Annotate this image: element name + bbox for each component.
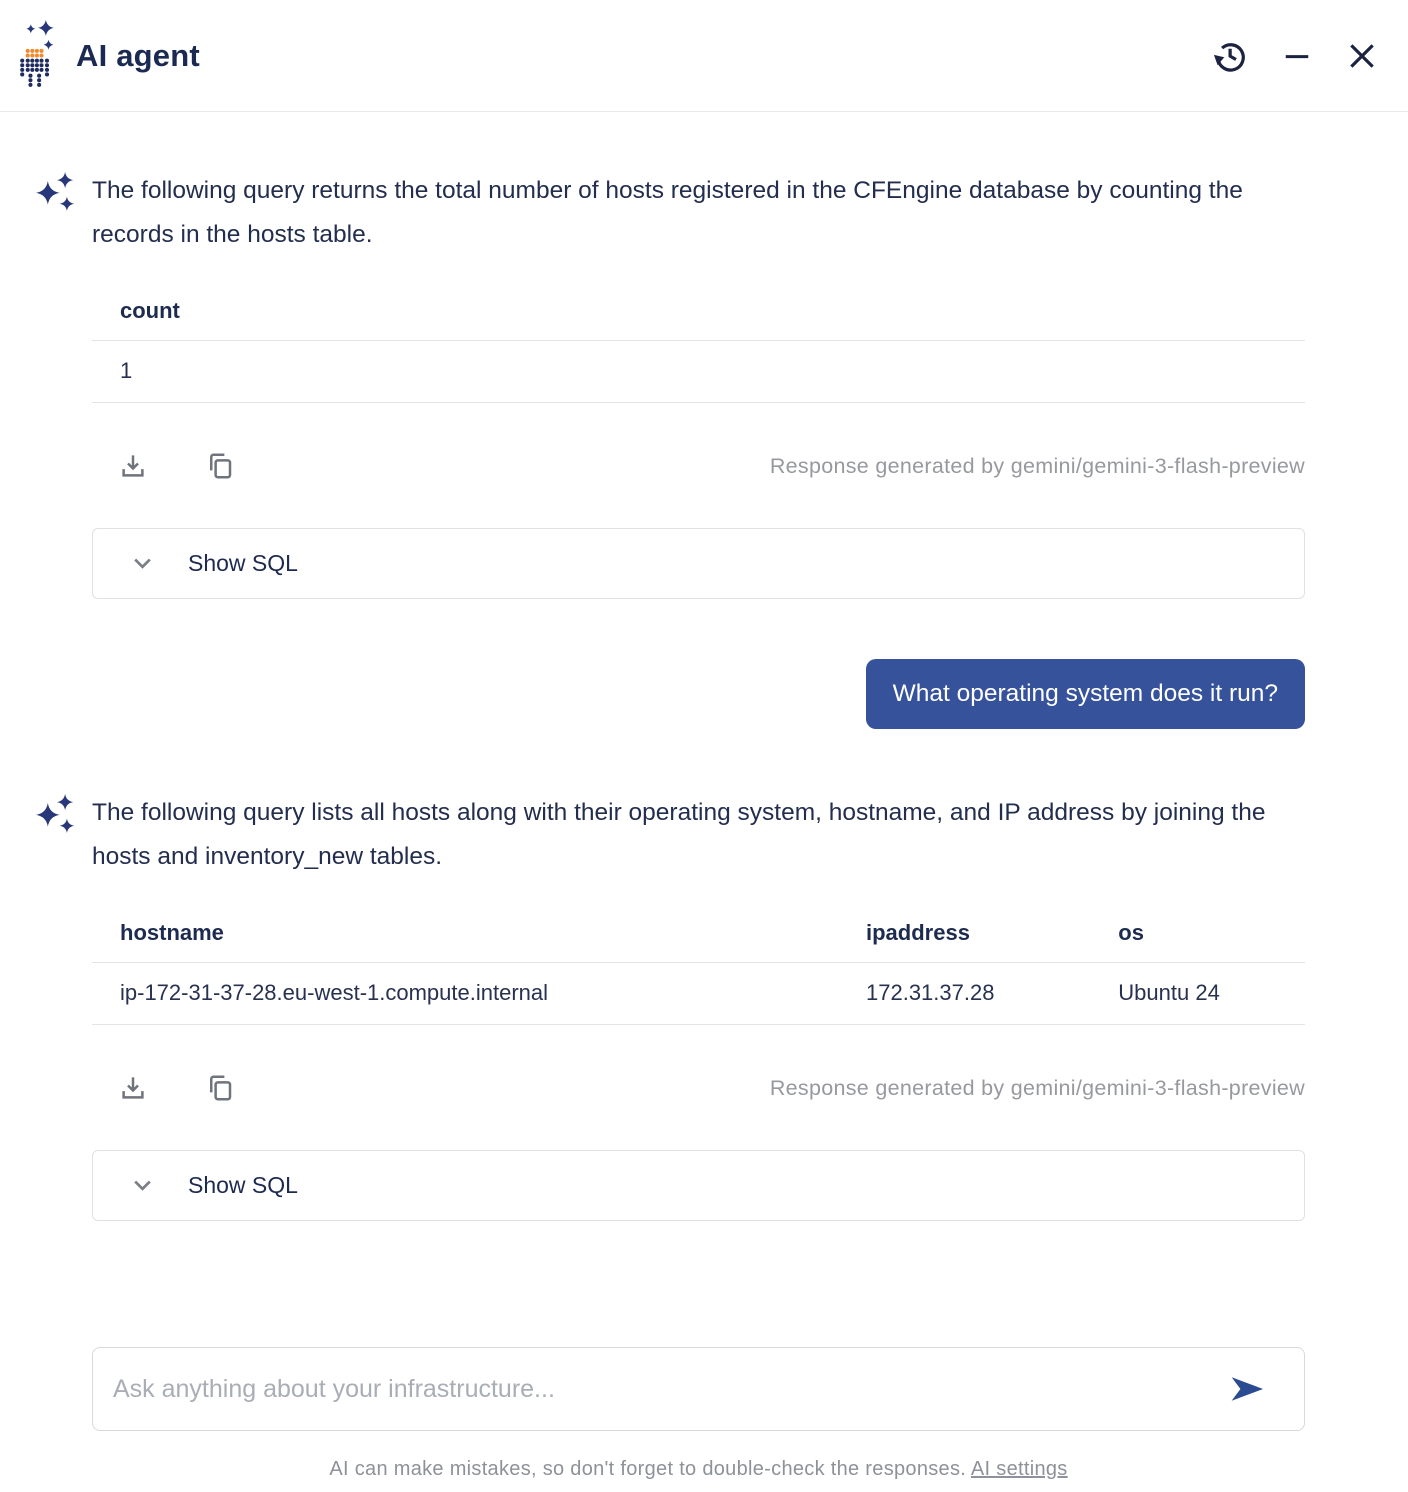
user-message-bubble: What operating system does it run? xyxy=(866,659,1305,729)
history-button[interactable] xyxy=(1211,37,1248,74)
table-cell: ip-172-31-37-28.eu-west-1.compute.internal xyxy=(92,963,838,1025)
response-actions xyxy=(92,451,1305,481)
send-button[interactable] xyxy=(1226,1370,1268,1408)
table-header-cell: hostname xyxy=(92,905,838,963)
conversation-area xyxy=(0,169,1408,1481)
table-cell: Ubuntu 24 xyxy=(1090,963,1305,1025)
app-header xyxy=(0,0,1408,112)
ai-agent-logo-icon xyxy=(14,17,60,99)
close-button[interactable] xyxy=(1346,40,1378,72)
table-row xyxy=(92,341,1305,403)
show-sql-toggle[interactable] xyxy=(92,528,1305,599)
ai-settings-link[interactable]: AI settings xyxy=(970,1458,1068,1480)
download-button[interactable] xyxy=(118,1073,148,1103)
copy-icon xyxy=(205,1073,235,1103)
download-icon xyxy=(118,451,148,481)
table-header-cell: ipaddress xyxy=(838,905,1090,963)
table-row xyxy=(92,963,1305,1025)
disclaimer-text: AI can make mistakes, so don't forget to double-check the responses. xyxy=(329,1458,967,1480)
ai-sparkle-icon xyxy=(36,793,76,837)
query-result-table xyxy=(92,283,1305,403)
table-header-cell: count xyxy=(92,283,1305,341)
copy-icon xyxy=(205,451,235,481)
history-icon xyxy=(1211,37,1248,74)
ai-sparkle-icon xyxy=(36,171,76,215)
page-title: AI agent xyxy=(76,37,200,73)
show-sql-label: Show SQL xyxy=(188,1172,298,1198)
chevron-down-icon xyxy=(129,1172,156,1199)
show-sql-toggle[interactable] xyxy=(92,1150,1305,1221)
assistant-message xyxy=(36,791,1305,1221)
show-sql-label: Show SQL xyxy=(188,550,298,576)
assistant-message-text: The following query lists all hosts along with their operating system, hostname, and IP address by joining the hosts and inventory_new tables. xyxy=(92,799,1266,870)
download-icon xyxy=(118,1073,148,1103)
close-icon xyxy=(1346,40,1378,72)
send-icon xyxy=(1226,1370,1268,1408)
table-header-cell: os xyxy=(1090,905,1305,963)
model-attribution: Response generated by gemini/gemini-3-flash-preview xyxy=(769,1075,1305,1100)
table-header-row xyxy=(92,905,1305,963)
table-cell: 1 xyxy=(92,341,1305,403)
composer xyxy=(92,1347,1305,1431)
assistant-message-text: The following query returns the total number of hosts registered in the CFEngine database by counting the records in the hosts table. xyxy=(92,177,1243,248)
minimize-icon xyxy=(1282,41,1312,71)
footer-disclaimer xyxy=(92,1458,1305,1481)
query-result-table xyxy=(92,905,1305,1025)
user-message-row xyxy=(36,659,1305,729)
chat-input[interactable] xyxy=(113,1375,1226,1404)
table-cell: 172.31.37.28 xyxy=(838,963,1090,1025)
assistant-message xyxy=(36,169,1305,599)
copy-button[interactable] xyxy=(205,451,235,481)
table-header-row xyxy=(92,283,1305,341)
response-actions xyxy=(92,1073,1305,1103)
minimize-button[interactable] xyxy=(1282,41,1312,71)
download-button[interactable] xyxy=(118,451,148,481)
model-attribution: Response generated by gemini/gemini-3-flash-preview xyxy=(769,453,1305,478)
chevron-down-icon xyxy=(129,550,156,577)
copy-button[interactable] xyxy=(205,1073,235,1103)
